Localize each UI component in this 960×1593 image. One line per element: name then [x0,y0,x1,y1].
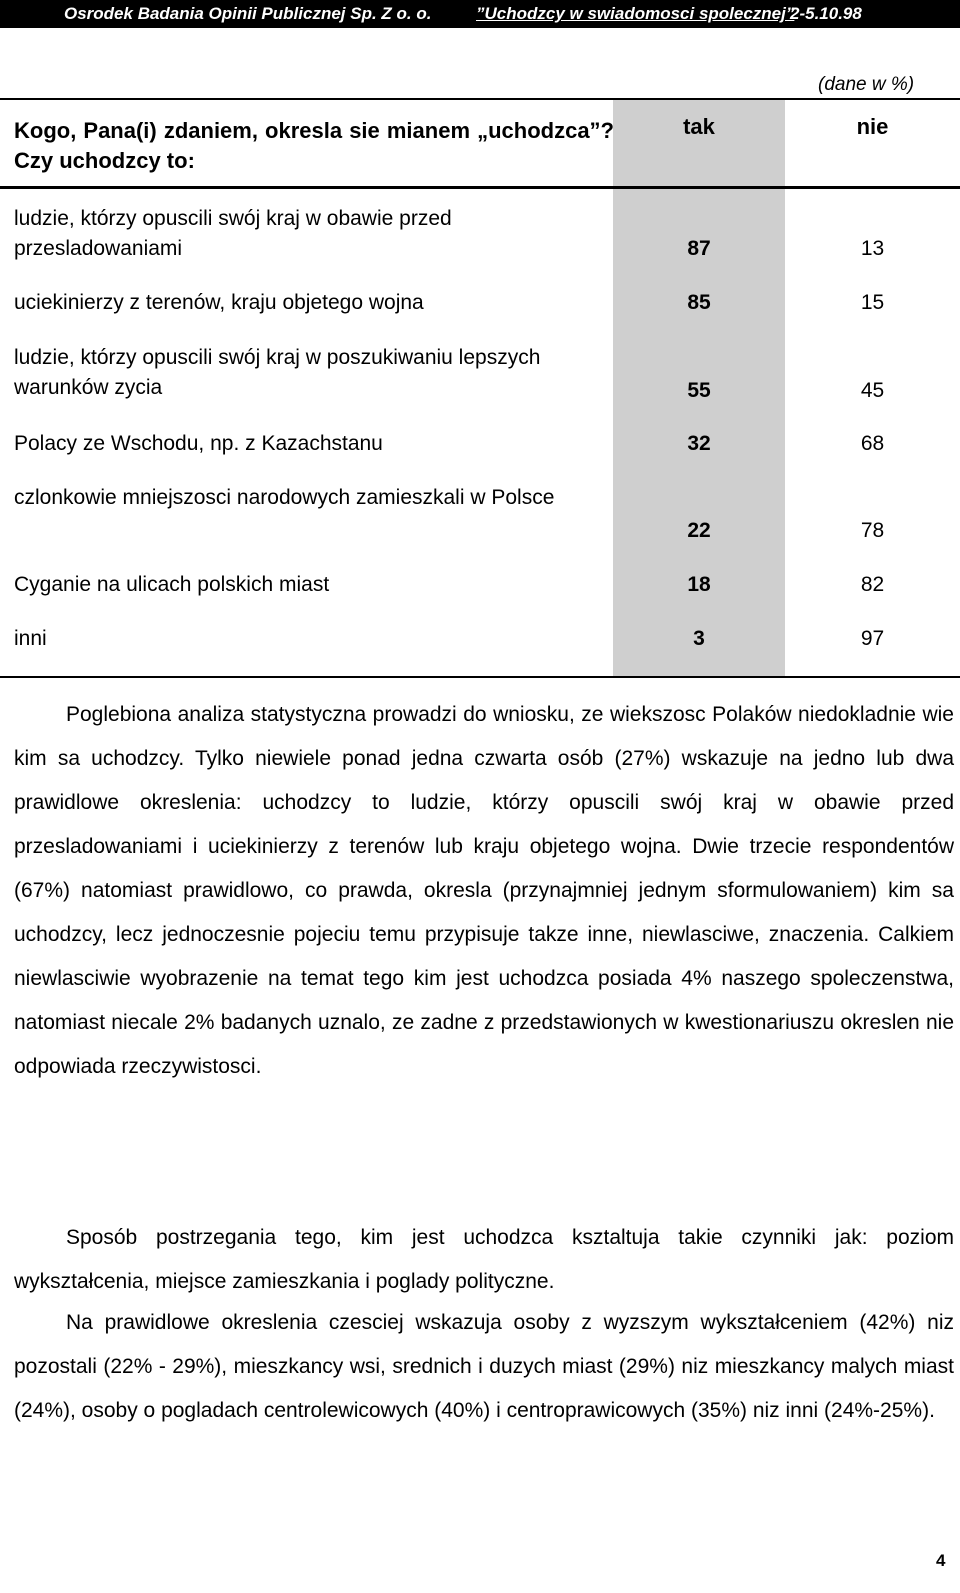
details-paragraph: Na prawidlowe okreslenia czesciej wskazuja osoby z wyzszym wykształceniem (42%) niz pozostali (22% - 29%), mieszkancy wsi, srednich i duzych miast (29%) niz mieszkancy malych miast (24%), osoby o pogladach centrolewicowych (40%) i centroprawicowych (35%) niz inni (24%-25%). [14,1311,954,1422]
row-label: ludzie, którzy opuscili swój kraj w poszukiwaniu lepszych warunków zycia [14,346,541,399]
running-header [0,0,960,28]
table-units: (dane w %) [818,74,915,95]
analysis-paragraph: Poglebiona analiza statystyczna prowadzi do wniosku, ze wiekszosc Polaków niedokladnie wie kim sa uchodzcy. Tylko niewiele ponad jedna czwarta osób (27%) wskazuje na jedno lub dwa prawidlowe okreslenia: uchodzcy to ludzie, którzy opuscili swój kraj w obawie przed przesladowaniami i uciekinierzy z terenów lub kraju objetego wojna. Dwie trzecie respondentów (67%) natomiast prawidlowo, co prawda, okresla (przynajmniej jednym sformulowaniem) kim sa uchodzcy, lecz jednoczesnie pojeciu temu przypisuje takze inne, niewlasciwe, znaczenia. Calkiem niewlasciwie wyobrazenie na temat tego kim jest uchodzca posiada 4% naszego spoleczenstwa, natomiast niecale 2% badanych uznalo, ze zadne z przedstawionych w kwestionariuszu okreslen nie odpowiada rzeczywistosci. [14,703,954,1078]
page-number: 4 [936,1551,946,1570]
row-value-nie: 13 [860,237,885,260]
row-value-tak: 85 [687,291,711,314]
row-label: ludzie, którzy opuscili swój kraj w obawie przed przesladowaniami [14,207,452,260]
row-label: uciekinierzy z terenów, kraju objetego wojna [14,291,424,314]
table-top-rule [0,98,960,100]
factors-paragraph: Sposób postrzegania tego, kim jest uchodzca ksztaltuja takie czynniki jak: poziom wykształcenia, miejsce zamieszkania i poglady polityczne. [14,1226,954,1293]
row-value-tak: 22 [687,519,711,542]
table-question: Kogo, Pana(i) zdaniem, okresla sie mianem „uchodzca”? Czy uchodzcy to: [14,118,614,173]
row-value-tak: 32 [687,432,711,455]
row-value-nie: 97 [860,627,885,650]
row-value-nie: 82 [860,573,885,596]
header-organization: Osrodek Badania Opinii Publicznej Sp. Z o. o. [64,4,432,23]
column-header-tak: tak [683,114,715,139]
row-value-nie: 68 [860,432,885,455]
row-value-nie: 15 [860,291,885,314]
row-value-tak: 18 [687,573,711,596]
row-value-tak: 87 [687,237,711,260]
header-report-title: ”Uchodzcy w swiadomosci spolecznej” [476,4,795,23]
table-header-rule [0,186,960,189]
table-bottom-rule [0,676,960,678]
row-label: czlonkowie mniejszosci narodowych zamieszkali w Polsce [14,486,555,509]
row-value-tak: 55 [687,379,711,402]
row-value-nie: 78 [860,519,885,542]
row-label: inni [14,627,47,650]
row-label: Cyganie na ulicach polskich miast [14,573,330,596]
row-label: Polacy ze Wschodu, np. z Kazachstanu [14,432,383,455]
column-header-nie: nie [856,114,889,139]
row-value-nie: 45 [860,379,885,402]
header-date: 2-5.10.98 [790,4,862,23]
row-value-tak: 3 [693,627,705,650]
